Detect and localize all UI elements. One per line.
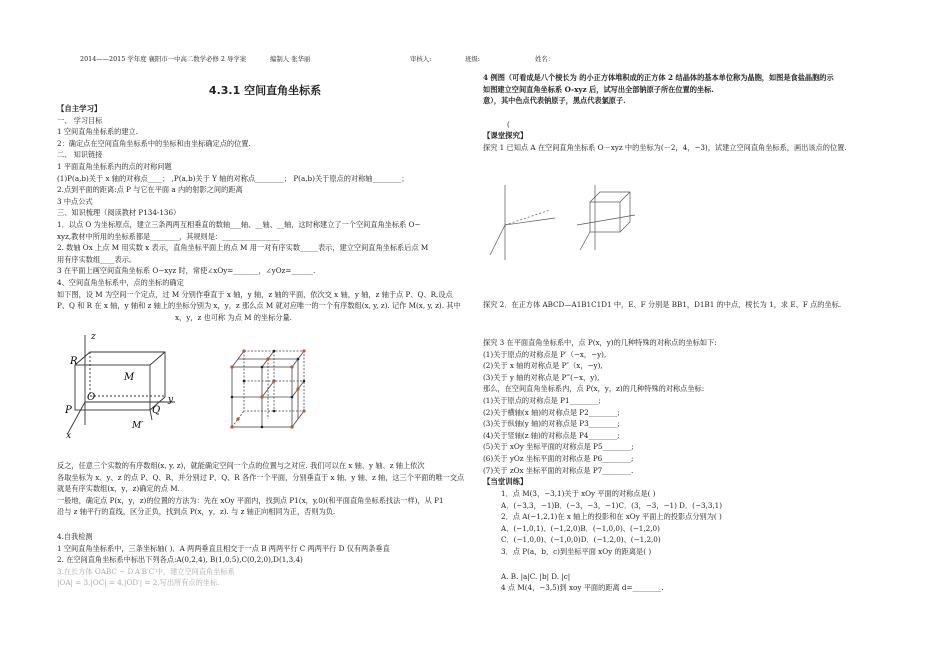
text-line: 用有序实数组____表示。: [57, 254, 137, 264]
text-line: 4 点 M(4，−3,5)到 xoy 平面的距离 d=________.: [501, 583, 664, 593]
explore3-block: [483, 338, 903, 595]
header-class: 班级:: [465, 55, 480, 63]
text-line: 2. 在空间直角坐标系中标出下列各点:A(0,2,4), B(1,0,5),C(0,2,0),D(1,3,4): [57, 555, 303, 565]
section-heading: 【当堂训练】: [483, 477, 528, 487]
text-line: 如图建立空间直角坐标系 O-xyz 后，试写出全部钠原子所在位置的坐标.: [483, 84, 714, 94]
text-line: 1 空间直角坐标系中，三条坐标轴( )．A 两两垂直且相交于一点 B 两两平行 C 两两平行 D 仅有两条垂直: [57, 543, 390, 553]
text-line: (1)关于原点的对称点是 P′（−x，−y),: [483, 349, 607, 359]
page-title: 4.3.1 空间直角坐标系: [208, 84, 322, 97]
text-line: (3)关于 y 轴的对称点是 P‴(−x，y),: [483, 372, 600, 382]
label-O: O: [87, 392, 96, 403]
text-line: A. B. |a|C. |b| D. |c|: [501, 571, 571, 581]
box-coordinate-figure: [60, 330, 185, 440]
text-line: 沿与 z 轴平行的直线，区分正负，找到点 P(x，y，z). 与 z 轴正向相同为正，否则为负.: [57, 507, 336, 517]
right-column: [483, 73, 903, 155]
text-line: 一、 学习目标: [57, 115, 103, 125]
text-line: 三、知识梳理（阅读教材 P134-136）: [57, 208, 181, 218]
header-editor: 编制人 张华丽: [270, 55, 311, 63]
explore2-block: [483, 300, 903, 312]
text-line: 那么，在空间直角坐标系内，点 P(x，y，z)的几种特殊的对称点坐标:: [483, 384, 705, 394]
text-line: (1)关于原点的对称点是 P1________;: [483, 395, 601, 405]
header-name: 姓名：: [535, 55, 555, 63]
header-course: 2014——2015 学年度 襄阳市一中高二数学必修 2 导学案: [80, 55, 247, 63]
text-line: (4)关于竖轴(z 轴)的对称点是 P4________;: [483, 430, 620, 440]
text-line: 2．点 A(−1,2,1)在 x 轴上的投影和在 xOy 平面上的投影点分别为( ): [501, 512, 722, 522]
text-line: 2.点到平面的距离:点 P 与它在平面 a 内的射影之间的距离: [57, 185, 243, 195]
text-line: xyz,教材中所用的坐标系都是________，其规则是：________________: [57, 231, 280, 241]
text-line: 1．以点 O 为坐标原点，建立三条两两互相垂直的数轴___轴、__轴、__轴，这时称建立了一个空间直角坐标系 O−: [57, 219, 421, 229]
text-line: 一般地，确定点 P(x，y，z)的位置的方法为：先在 xOy 平面内，找到点 P1(x，y,0)(和平面直角坐标系找法一样)，从 P1: [57, 495, 444, 505]
text-line: A．(−1,0,1)、(−1,2,0)B．(−1,0,0)、(−1,2,0): [501, 523, 660, 533]
text-line: 2：确定点在空间直角坐标系中的坐标和由坐标确定点的位置.: [57, 138, 251, 148]
text-line: (2)关于横轴(x 轴)的对称点是 P2________;: [483, 407, 620, 417]
text-line: P、Q 和 R 在 x 轴，y 轴和 z 轴上的坐标分别为 x，y，z 那么点 M 就对应唯一的一个有序数组(x, y, z). 记作 M(x, y, z). 其中: [57, 301, 461, 311]
label-P: P: [65, 405, 72, 416]
label-Q: Q: [152, 405, 161, 416]
text-line: (3)关于纵轴(y 轴)的对称点是 P3________;: [483, 419, 620, 429]
header-reviewer: 审核人:: [410, 55, 432, 63]
label-Mprime: M′: [132, 421, 144, 431]
text-line: 4.自我检测: [57, 531, 93, 541]
text-line: x，y，z 也可称 为点 M 的坐标分量.: [175, 312, 292, 322]
text-line: 如下图，设 M 为空间一个定点，过 M 分别作垂直于 x 轴，y 轴，z 轴的平面，依次交 x 轴，y 轴，z 轴于点 P、Q、R,设点: [57, 289, 453, 299]
text-line: 4 例图（可看成是八个棱长为 的小正方体堆积成的正方体 2 结晶体的基本单位称为晶胞，如图是食盐晶胞的示: [483, 73, 834, 82]
text-line: (1)P(a,b)关于 x 轴的对称点____； ,P(a,b)关于 Y 轴的对称点________； P(a,b)关于原点的对称轴________；: [57, 173, 409, 183]
text-line: C．(−1,0,0)、(−1,0,0)D．(−1,2,0)、(−1,2,0): [501, 535, 661, 545]
left-column-lower: [57, 461, 473, 590]
text-line: 1．点 M(3，−3,1)关于 xOy 平面的对称点是( ): [501, 488, 656, 498]
text-line: 2. 数轴 Ox 上点 M 用实数 x 表示，直角坐标平面上的点 M 用一对有序实数_____表示，建立空间直角坐标系后点 M: [57, 243, 429, 253]
text-line: (: [507, 119, 510, 129]
text-line: A．(−3,3，−1)B．(−3，−3，−1)C．(3，−3，−1) D．(−3,3,1): [501, 500, 723, 510]
text-line: 意），其中色点代表钠原子，黑点代表氯原子.: [483, 96, 626, 106]
text-line: 各取坐标为 x、y、z 的点 P、Q、R，并分别过 P、Q、R 各作一个平面，分别垂直于 x 轴、y 轴、z 轴，这三个平面的唯一交点: [57, 472, 465, 482]
label-z: z: [91, 332, 96, 342]
text-line: (7)关于 zOx 坐标平面的对称点是 P7________.: [483, 465, 634, 475]
text-line: 3.在长方体 OABC − D′A′B′C′中，建立空间直角坐标系: [57, 566, 235, 576]
text-line: (6)关于 yOz 坐标平面的对称点是 P6________;: [483, 453, 634, 463]
label-y: y: [168, 395, 174, 405]
label-R: R: [70, 356, 78, 367]
text-line: 就是有序实数组(x，y，z)确定的点 M.: [57, 484, 180, 494]
text-line: 二、 知识链接: [57, 150, 103, 160]
text-line: 1 空间直角坐标系的建立.: [57, 127, 139, 137]
text-line: 4、空间直角坐标系中，点的坐标的确定: [57, 277, 184, 287]
label-x: x: [66, 431, 72, 440]
crystal-cube-figure: [222, 345, 312, 430]
text-line: 反之，任意三个实数的有序数组(x, y, z)，就能确定空间一个点的位置与之对应. 我们可以在 x 轴、y 轴、z 轴上依次: [57, 461, 425, 470]
text-line: 探究 2．在正方体 ABCD—A1B1C1D1 中，E、F 分别是 BB1，D1B1 的中点，棱长为 1，求 E、F 点的坐标.: [483, 300, 842, 309]
section-heading: 【课堂探究】: [483, 131, 528, 141]
text-line: 探究 1 已知点 A 在空间直角坐标系 O－xyz 中的坐标为(－2，4，−3)，试建立空间直角坐标系，画出该点的位置.: [483, 143, 847, 153]
text-line: (2)关于 x 轴的对称点是 P″（x，−y),: [483, 361, 603, 371]
text-line: |OA| = 3,|OC| = 4,|OD′| = 2,写出所有点的坐标.: [57, 578, 220, 588]
section-heading: 【自主学习】: [57, 103, 102, 113]
text-line: 1 平面直角坐标系内的点的对称问题: [57, 161, 172, 171]
text-line: 3．点 P(a，b，c)到坐标平面 xOy 的距离是( ): [501, 546, 652, 556]
text-line: 3 在平面上画空间直角坐标系 O−xyz 时，常使∠xOy=_______，∠yOz=______.: [57, 266, 316, 276]
left-column: [57, 76, 473, 324]
text-line: 探究 3 在平面直角坐标系中，点 P(x，y)的几种特殊的对称点的坐标如下:: [483, 338, 717, 347]
text-line: 3 中点公式: [57, 196, 93, 206]
text-line: (5)关于 xOy 坐标平面的对称点是 P5________;: [483, 442, 634, 452]
label-M: M: [124, 372, 135, 383]
explore1-axes-figure: [485, 180, 645, 265]
